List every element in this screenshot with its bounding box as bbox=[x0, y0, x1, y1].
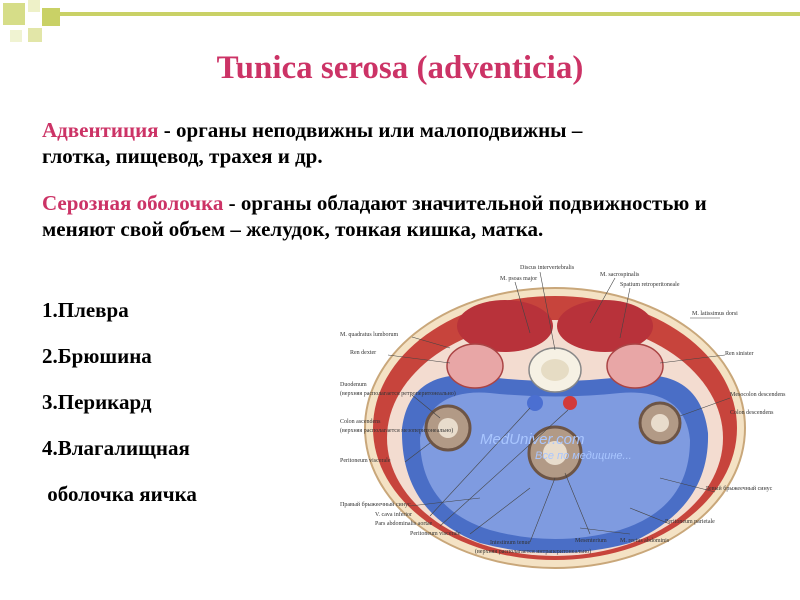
label-peritoneum-parietale: Peritoneum parietale bbox=[665, 519, 715, 525]
label-sacrospinalis: M. sacrospinalis bbox=[600, 272, 640, 278]
text-adventitia: - органы неподвижны или малоподвижны – глотка, пищевод, трахея и др. bbox=[42, 118, 583, 168]
text-serosa: - органы обладают значительной подвижностью и меняют свой объем – желудок, тонкая кишка, матка. bbox=[42, 191, 707, 241]
label-intestinum-note: (верхняя располагается интраперитонеально) bbox=[475, 549, 592, 555]
paragraph-adventitia bbox=[42, 117, 602, 169]
paragraph-serosa bbox=[42, 190, 732, 242]
list-item: 2.Брюшина bbox=[42, 344, 152, 368]
left-kidney bbox=[607, 344, 663, 388]
label-spatium: Spatium retroperitoneale bbox=[620, 282, 680, 288]
label-quadratus: M. quadratus lumborum bbox=[340, 332, 399, 338]
label-sinus-dexter: Правый брыжеечный синус bbox=[340, 502, 411, 508]
label-sinus-sinister: Левый брыжеечный синус bbox=[705, 486, 773, 492]
label-ren-sinister: Ren sinister bbox=[725, 351, 754, 357]
label-duodenum: Duodenum bbox=[340, 382, 367, 388]
label-colon-ascendens-note: (верхняя располагается мезоперитонеально) bbox=[340, 428, 454, 434]
label-vena-cava: V. cava inferior bbox=[375, 512, 413, 518]
aorta bbox=[563, 396, 577, 410]
list-item: оболочка яичка bbox=[42, 482, 197, 506]
label-psoas: M. psoas major bbox=[500, 276, 538, 282]
label-mesenterium: Mesenterium bbox=[575, 538, 607, 544]
label-mesocolon: Mesocolon descendens bbox=[730, 392, 786, 398]
label-duodenum-note: (верхняя располагается ретроперитонеально) bbox=[340, 391, 456, 397]
label-discus: Discus intervertebralis bbox=[520, 265, 575, 271]
label-colon-ascendens: Colon ascendens bbox=[340, 419, 381, 425]
term-serosa: Серозная оболочка bbox=[42, 191, 224, 215]
label-latissimus: M. latissimus dorsi bbox=[692, 311, 738, 317]
label-colon-descendens: Colon descendens bbox=[730, 410, 774, 416]
list-item: 4.Влагалищная bbox=[42, 436, 190, 460]
label-rectus: M. rectus abdominis bbox=[620, 538, 670, 544]
label-aorta: Pars abdominalis aortae bbox=[375, 521, 433, 527]
label-ren-dexter: Ren dexter bbox=[350, 350, 377, 356]
abdominal-cross-section-figure bbox=[330, 258, 800, 598]
term-adventitia: Адвентиция bbox=[42, 118, 159, 142]
slide-title: Tunica serosa (adventicia) bbox=[216, 50, 584, 86]
list-item: 3.Перикард bbox=[42, 390, 152, 414]
right-kidney bbox=[447, 344, 503, 388]
label-intestinum: Intestinum tenue bbox=[490, 540, 531, 546]
label-peritoneum-viscerale-left: Peritoneum viscerale bbox=[340, 458, 391, 464]
watermark-site: MedUniver.com bbox=[480, 431, 585, 448]
list-item: 1.Плевра bbox=[42, 298, 129, 322]
label-peritoneum-viscerale: Peritoneum viscerale bbox=[410, 531, 461, 537]
watermark-slogan: Все по медицине... bbox=[535, 450, 632, 462]
